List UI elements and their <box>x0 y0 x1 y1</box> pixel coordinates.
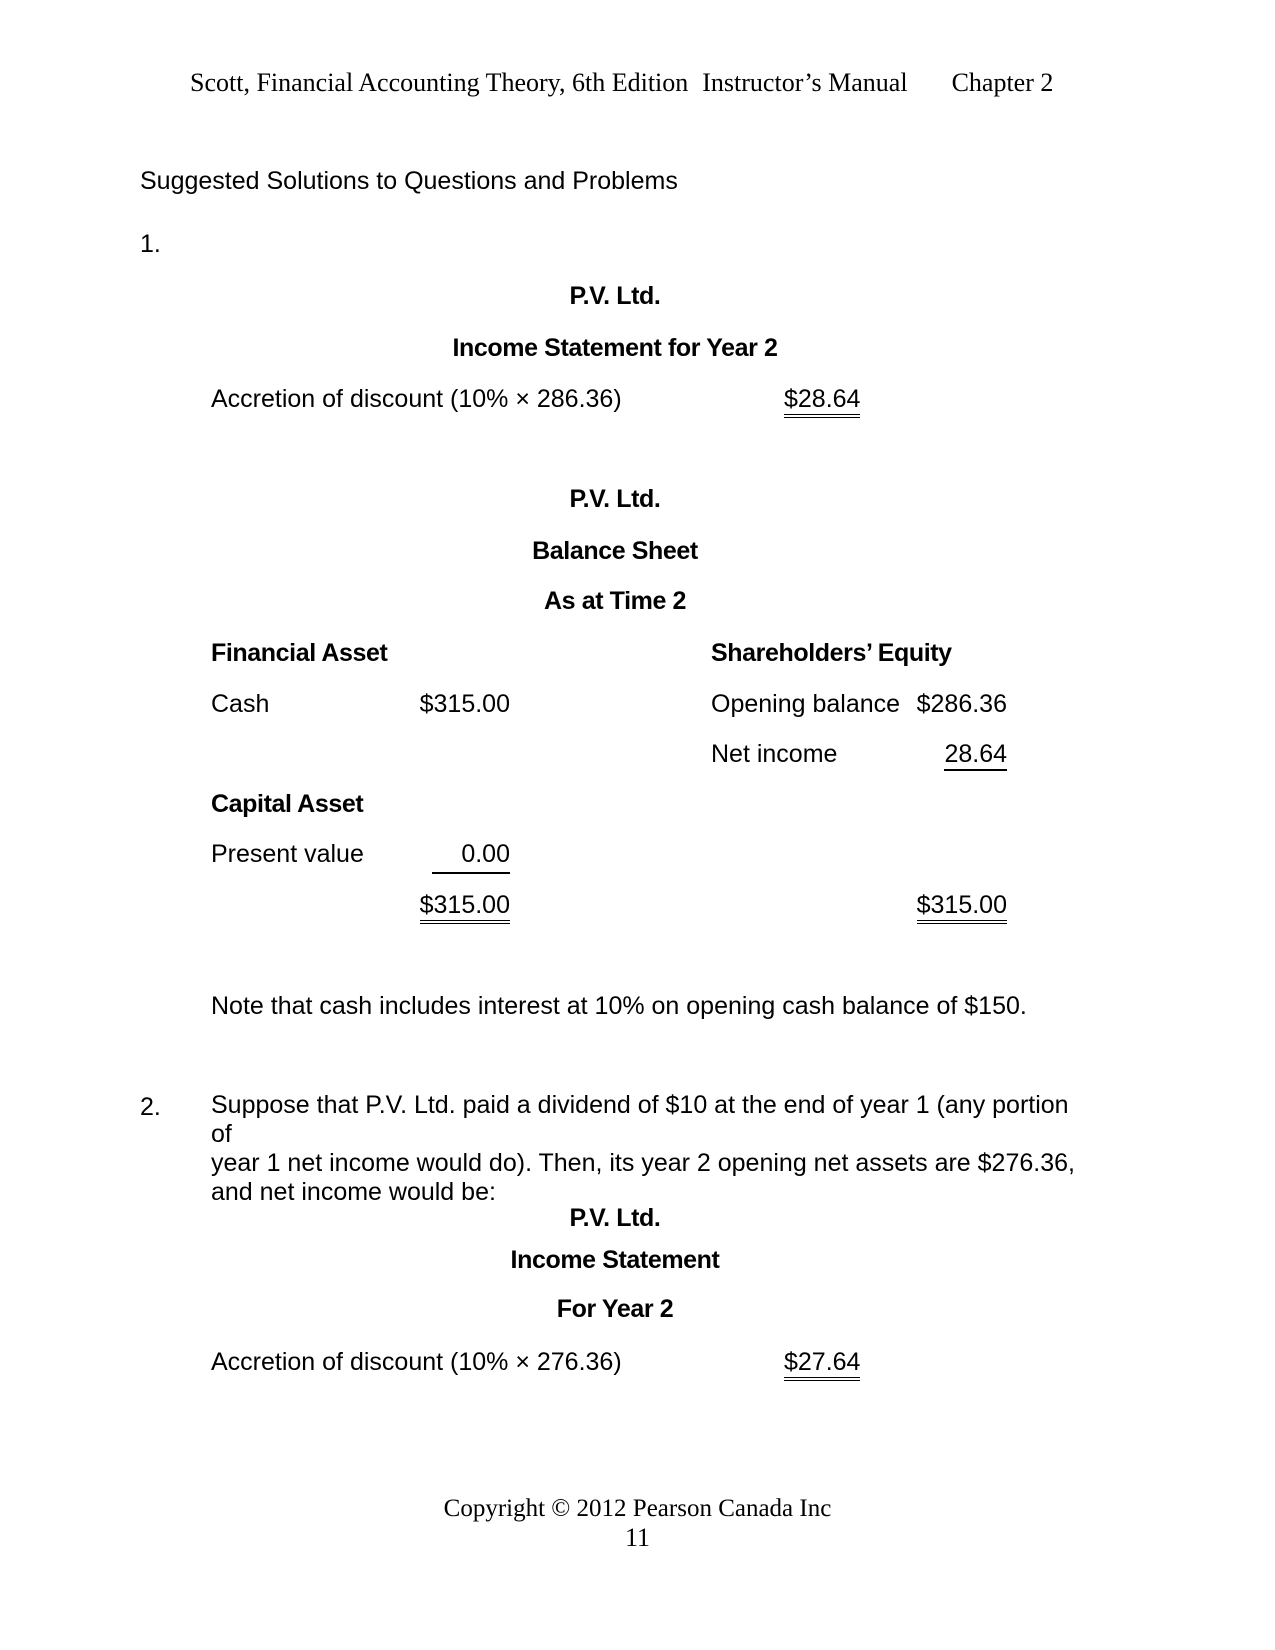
balance-sheet-company: P.V. Ltd. <box>569 485 661 513</box>
income-statement-2-company: P.V. Ltd. <box>569 1204 661 1232</box>
accretion-1-label: Accretion of discount (10% × 286.36) <box>211 385 622 413</box>
accretion-1-value <box>784 383 860 416</box>
shareholders-equity-heading: Shareholders’ Equity <box>711 639 952 667</box>
problem-2-number: 2. <box>140 1093 161 1121</box>
present-value-amount: 0.00 <box>432 838 510 874</box>
net-income-amount: 28.64 <box>944 740 1007 771</box>
page-number: 11 <box>624 1523 651 1552</box>
accretion-1-amount: $28.64 <box>784 385 860 418</box>
balance-sheet-title: Balance Sheet <box>532 537 698 565</box>
problem-2-text <box>211 1091 1091 1207</box>
opening-balance-label: Opening balance <box>711 690 901 718</box>
problem-2-text-line-1: Suppose that P.V. Ltd. paid a dividend of $10 at the end of year 1 (any portion of <box>211 1091 1069 1148</box>
header-manual-label: Instructor’s Manual <box>702 68 908 97</box>
present-value-label: Present value <box>211 840 364 868</box>
income-statement-2-subtitle: For Year 2 <box>556 1295 674 1323</box>
header-book-title: Scott, Financial Accounting Theory, 6th Edition <box>190 68 689 97</box>
assets-total-amount: $315.00 <box>420 891 510 924</box>
accretion-2-amount: $27.64 <box>784 1348 860 1381</box>
balance-sheet-date: As at Time 2 <box>543 587 687 615</box>
assets-total <box>420 889 510 922</box>
problem-2-text-line-3: and net income would be: <box>211 1178 496 1206</box>
accretion-2-label: Accretion of discount (10% × 276.36) <box>211 1348 622 1376</box>
equity-total-amount: $315.00 <box>917 891 1007 924</box>
page-header <box>190 66 1053 99</box>
net-income-value <box>944 738 1007 771</box>
equity-total <box>917 889 1007 922</box>
footer-copyright: Copyright © 2012 Pearson Canada Inc <box>443 1495 832 1522</box>
problem-2-text-line-2: year 1 net income would do). Then, its year 2 opening net assets are $276.36, <box>211 1149 1075 1177</box>
net-income-label: Net income <box>711 740 838 768</box>
header-chapter-label: Chapter 2 <box>951 68 1054 97</box>
income-statement-2-title: Income Statement <box>510 1246 720 1274</box>
present-value-cell <box>432 838 510 874</box>
cash-label: Cash <box>211 690 270 718</box>
section-title: Suggested Solutions to Questions and Problems <box>140 167 678 195</box>
problem-1-number: 1. <box>140 230 161 258</box>
income-statement-1-company: P.V. Ltd. <box>569 282 661 310</box>
cash-value: $315.00 <box>419 690 510 718</box>
income-statement-1-title: Income Statement for Year 2 <box>452 334 778 362</box>
financial-asset-heading: Financial Asset <box>211 639 388 667</box>
accretion-2-value <box>784 1346 860 1379</box>
opening-balance-value: $286.36 <box>916 690 1007 718</box>
capital-asset-heading: Capital Asset <box>211 790 364 818</box>
note-text: Note that cash includes interest at 10% on opening cash balance of $150. <box>211 992 1027 1020</box>
